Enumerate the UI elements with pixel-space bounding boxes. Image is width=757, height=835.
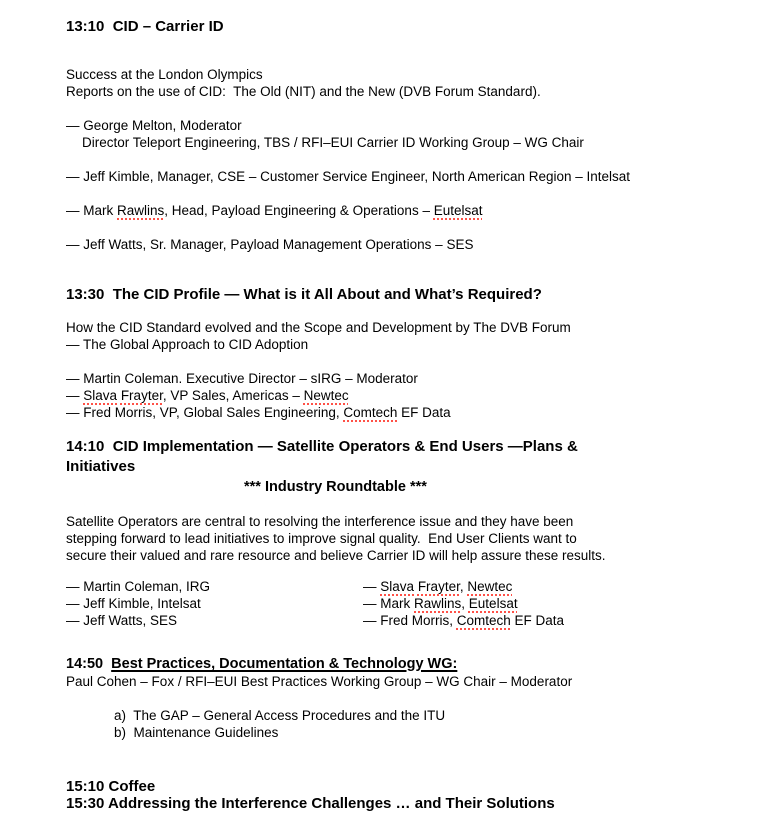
text-run: — Mark (66, 203, 118, 218)
underlined-title: Best Practices, Documentation & Technology WG: (111, 656, 458, 672)
session-heading (66, 778, 747, 795)
text-run: — Martin Coleman, IRG (66, 579, 211, 594)
text-run: 13:10 CID – Carrier ID (66, 18, 224, 35)
text-run: secure their valued and rare resource and believe Carrier ID will help assure these results. (66, 548, 606, 563)
agenda-line (66, 202, 747, 219)
panelist-right (363, 612, 564, 629)
text-run: 15:30 Addressing the Interference Challenges … and Their Solutions (66, 795, 555, 812)
misspelled-word: Eutelsat (468, 596, 518, 611)
text-run: — Jeff Kimble, Intelsat (66, 596, 201, 611)
agenda-line (66, 83, 747, 100)
text-run: — Fred Morris, VP, Global Sales Engineering, (66, 405, 344, 420)
panelist-right (363, 595, 518, 612)
text-run: a) The GAP – General Access Procedures and the ITU (114, 708, 446, 723)
text-run: , (461, 596, 469, 611)
spacer (66, 690, 747, 707)
agenda-line (66, 319, 747, 336)
misspelled-word: Slava (83, 388, 118, 403)
text-run: — The Global Approach to CID Adoption (66, 337, 309, 352)
misspelled-word: Comtech (456, 613, 511, 628)
spacer (66, 741, 747, 778)
session-heading (66, 17, 747, 37)
spacer (66, 151, 747, 168)
text-run: , (459, 579, 468, 594)
session-heading (66, 457, 747, 477)
text-run: 14:10 CID Implementation — Satellite Operators & End Users —Plans & (66, 438, 578, 455)
text-run: Initiatives (66, 458, 136, 475)
roundtable-banner (244, 477, 747, 498)
text-run: — Jeff Kimble, Manager, CSE – Customer Service Engineer, North American Region – Intelsat (66, 169, 631, 184)
agenda-line (114, 707, 747, 724)
misspelled-word: Slava (380, 579, 415, 594)
text-run: — George Melton, Moderator (66, 118, 242, 133)
session-heading (66, 285, 747, 305)
text-run: Reports on the use of CID: The Old (NIT) and the New (DVB Forum Standard). (66, 84, 541, 99)
text-run: Success at the London Olympics (66, 67, 263, 82)
text-run: 15:10 Coffee (66, 778, 156, 795)
text-run: How the CID Standard evolved and the Scope and Development by The DVB Forum (66, 320, 571, 335)
agenda-line (66, 336, 747, 353)
misspelled-word: Newtec (303, 388, 349, 403)
text-run: Director Teleport Engineering, TBS / RFI–EUI Carrier ID Working Group – WG Chair (82, 135, 584, 150)
misspelled-word: Comtech (343, 405, 398, 420)
spacer (66, 421, 747, 437)
misspelled-word: Rawlins (414, 596, 462, 611)
agenda-line (66, 117, 747, 134)
panelist-row (66, 578, 747, 595)
panelist-columns (66, 578, 747, 629)
spacer (66, 498, 747, 513)
text-run: , Head, Payload Engineering & Operations – (164, 203, 434, 218)
misspelled-word: Frayter (417, 579, 460, 594)
text-run: EF Data (397, 405, 451, 420)
agenda-line (66, 673, 747, 690)
agenda-line (66, 370, 747, 387)
spacer (66, 629, 747, 656)
spacer (66, 353, 747, 370)
agenda-line (66, 530, 747, 547)
panelist-row (66, 595, 747, 612)
text-run: 14:50 (66, 656, 112, 672)
text-run: 13:30 The CID Profile — What is it All About and What’s Required? (66, 286, 542, 303)
text-run: , VP Sales, Americas – (162, 388, 304, 403)
text-run: — Jeff Watts, Sr. Manager, Payload Management Operations – SES (66, 237, 474, 252)
agenda-line (66, 66, 747, 83)
text-run: — Mark (363, 596, 415, 611)
session-heading (66, 795, 747, 812)
panelist-left (66, 595, 363, 612)
text-run: — Fred Morris, (363, 613, 457, 628)
text-run: Satellite Operators are central to resolving the interference issue and they have been (66, 514, 574, 529)
text-run: — Martin Coleman. Executive Director – sIRG – Moderator (66, 371, 418, 386)
misspelled-word: Rawlins (117, 203, 165, 218)
spacer (66, 219, 747, 236)
panelist-left (66, 578, 363, 595)
spacer (66, 37, 747, 66)
agenda-line (66, 168, 747, 185)
spacer (66, 100, 747, 117)
spacer (66, 305, 747, 319)
text-run: — (363, 579, 381, 594)
text-run: EF Data (510, 613, 565, 628)
text-run: Paul Cohen – Fox / RFI–EUI Best Practices Working Group – WG Chair – Moderator (66, 674, 573, 689)
panelist-right (363, 578, 512, 595)
spacer (66, 564, 747, 578)
session-heading (66, 437, 747, 457)
agenda-line (66, 547, 747, 564)
text-run: stepping forward to lead initiatives to improve signal quality. End User Clients want to (66, 531, 577, 546)
agenda-line (82, 134, 747, 151)
panelist-row (66, 612, 747, 629)
misspelled-word: Frayter (120, 388, 163, 403)
agenda-line (114, 724, 747, 741)
agenda-document (66, 17, 747, 812)
text-run: — Jeff Watts, SES (66, 613, 178, 628)
misspelled-word: Newtec (467, 579, 513, 594)
text-run: — (66, 388, 84, 403)
spacer (66, 185, 747, 202)
agenda-line (66, 404, 747, 421)
spacer (66, 253, 747, 285)
misspelled-word: Eutelsat (433, 203, 483, 218)
text-run: *** Industry Roundtable *** (244, 479, 427, 495)
session-heading (66, 656, 747, 673)
agenda-line (66, 236, 747, 253)
text-run: b) Maintenance Guidelines (114, 725, 279, 740)
agenda-line (66, 513, 747, 530)
agenda-line (66, 387, 747, 404)
panelist-left (66, 612, 363, 629)
